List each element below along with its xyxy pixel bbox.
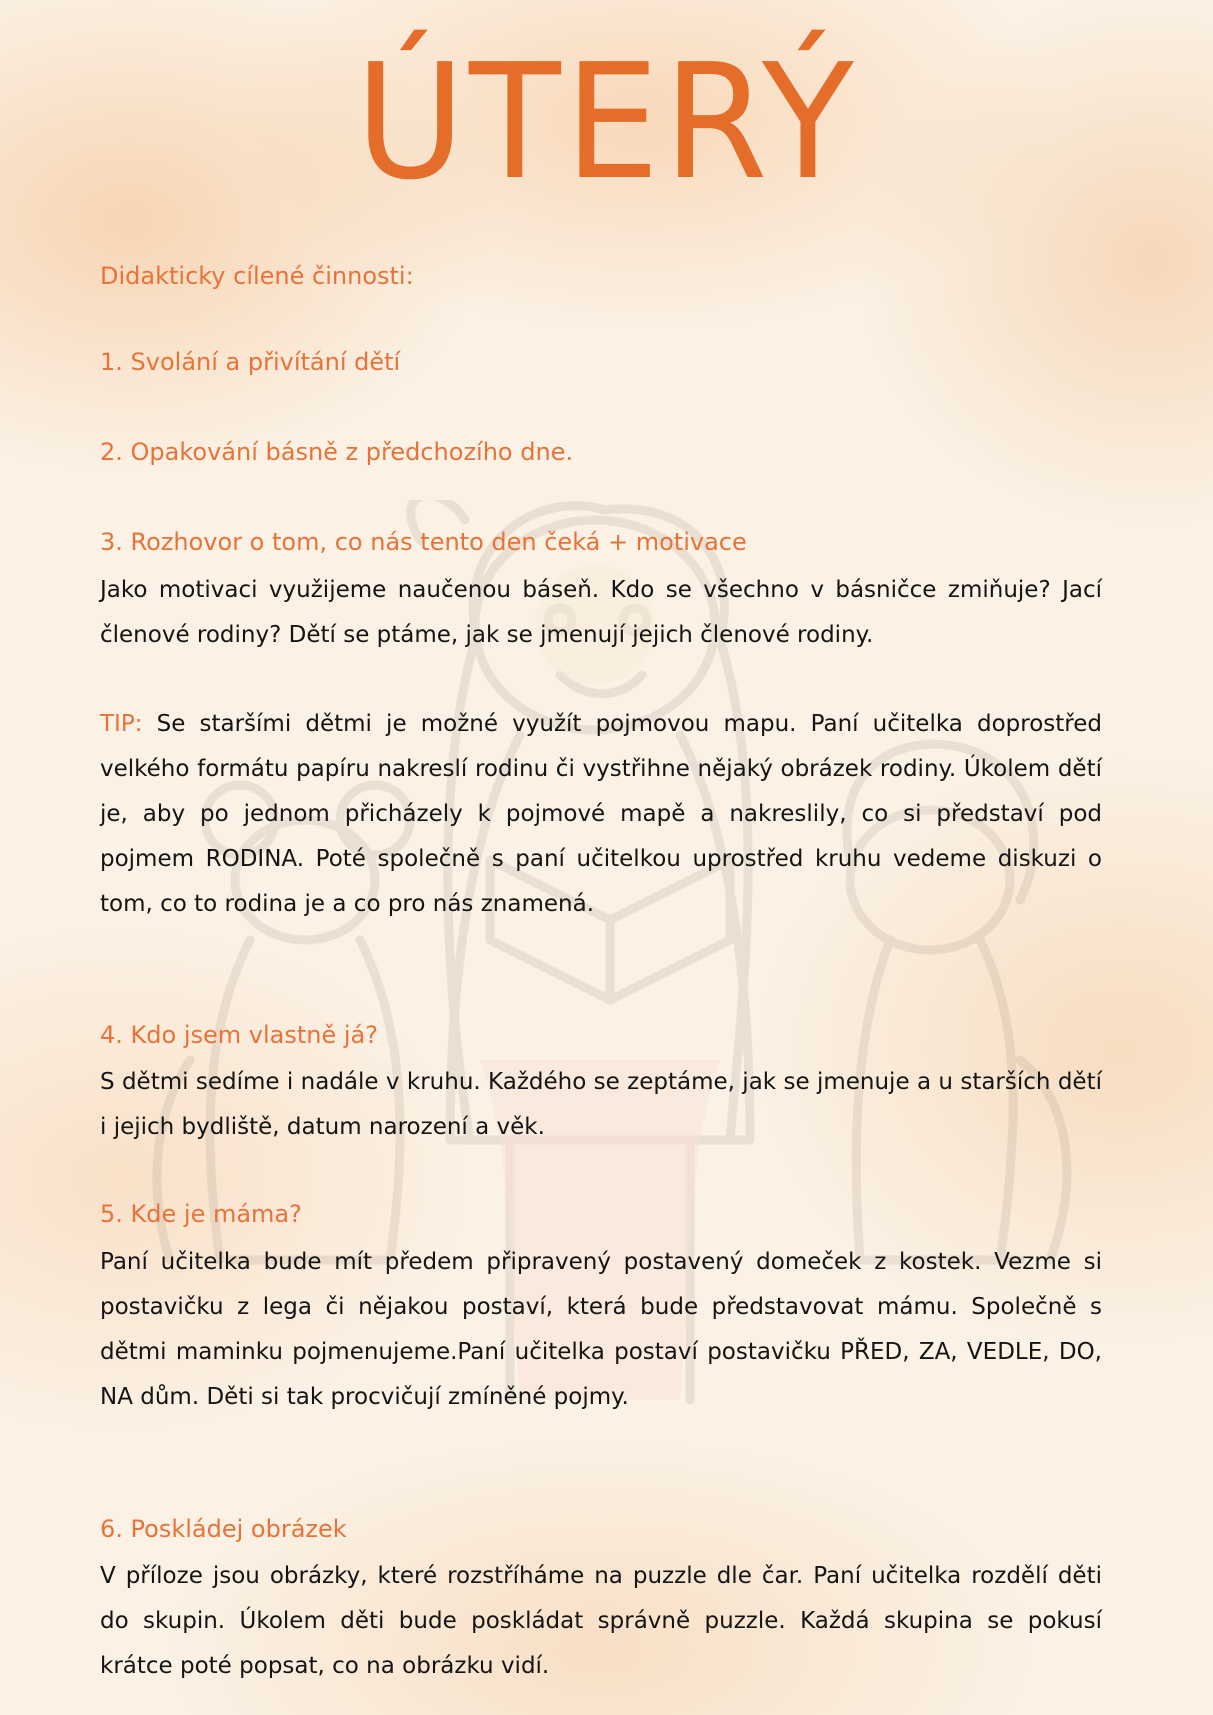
tip-label: TIP: [100,711,143,737]
section-5-text: Paní učitelka bude mít předem připravený postavený domeček z kostek. Vezme si postavičku z lega či nějakou postaví, která bude představovat mámu. Společně s dětmi maminku pojmenujeme.Paní učitelka postaví postavičku PŘED, ZA, VEDLE, DO, NA dům. Děti si tak procvičují zmíněné pojmy. [100,1249,1102,1410]
section-6-heading: 6. Poskládej obrázek [100,1515,347,1543]
section-3-text: Jako motivaci využijeme naučenou báseň. Kdo se všechno v básničce zmiňuje? Jací členové rodiny? Dětí se ptáme, jak se jmenují jejich členové rodiny. [100,577,1102,648]
section-6-text: V příloze jsou obrázky, které rozstříháme na puzzle dle čar. Paní učitelka rozdělí děti do skupin. Úkolem děti bude poskládat správně puzzle. Každá skupina se pokusí krátce poté popsat, co na obrázku vidí. [100,1563,1102,1679]
tip-paragraph [100,702,1102,927]
section-4-text: S dětmi sedíme i nadále v kruhu. Každého se zeptáme, jak se jmenuje a u starších dětí i jejich bydliště, datum narození a věk. [100,1069,1102,1140]
page-title: ÚTERÝ [355,30,858,216]
section-1-heading: 1. Svolání a přivítání dětí [100,348,401,376]
tip-text: Se staršími dětmi je možné využít pojmovou mapu. Paní učitelka doprostřed velkého formátu papíru nakreslí rodinu či vystřihne nějaký obrázek rodiny. Úkolem dětí je, aby po jednom přicházely k pojmové mapě a nakreslily, co si představí pod pojmem RODINA. Poté společně s paní učitelkou uprostřed kruhu vedeme diskuzi o tom, co to rodina je a co pro nás znamená. [100,711,1102,917]
section-2-heading: 2. Opakování básně z předchozího dne. [100,438,574,466]
section-5-heading: 5. Kde je máma? [100,1200,302,1228]
section-3-heading: 3. Rozhovor o tom, co nás tento den čeká + motivace [100,528,747,556]
intro-heading: Didakticky cílené činnosti: [100,262,414,290]
section-4-heading: 4. Kdo jsem vlastně já? [100,1021,378,1049]
